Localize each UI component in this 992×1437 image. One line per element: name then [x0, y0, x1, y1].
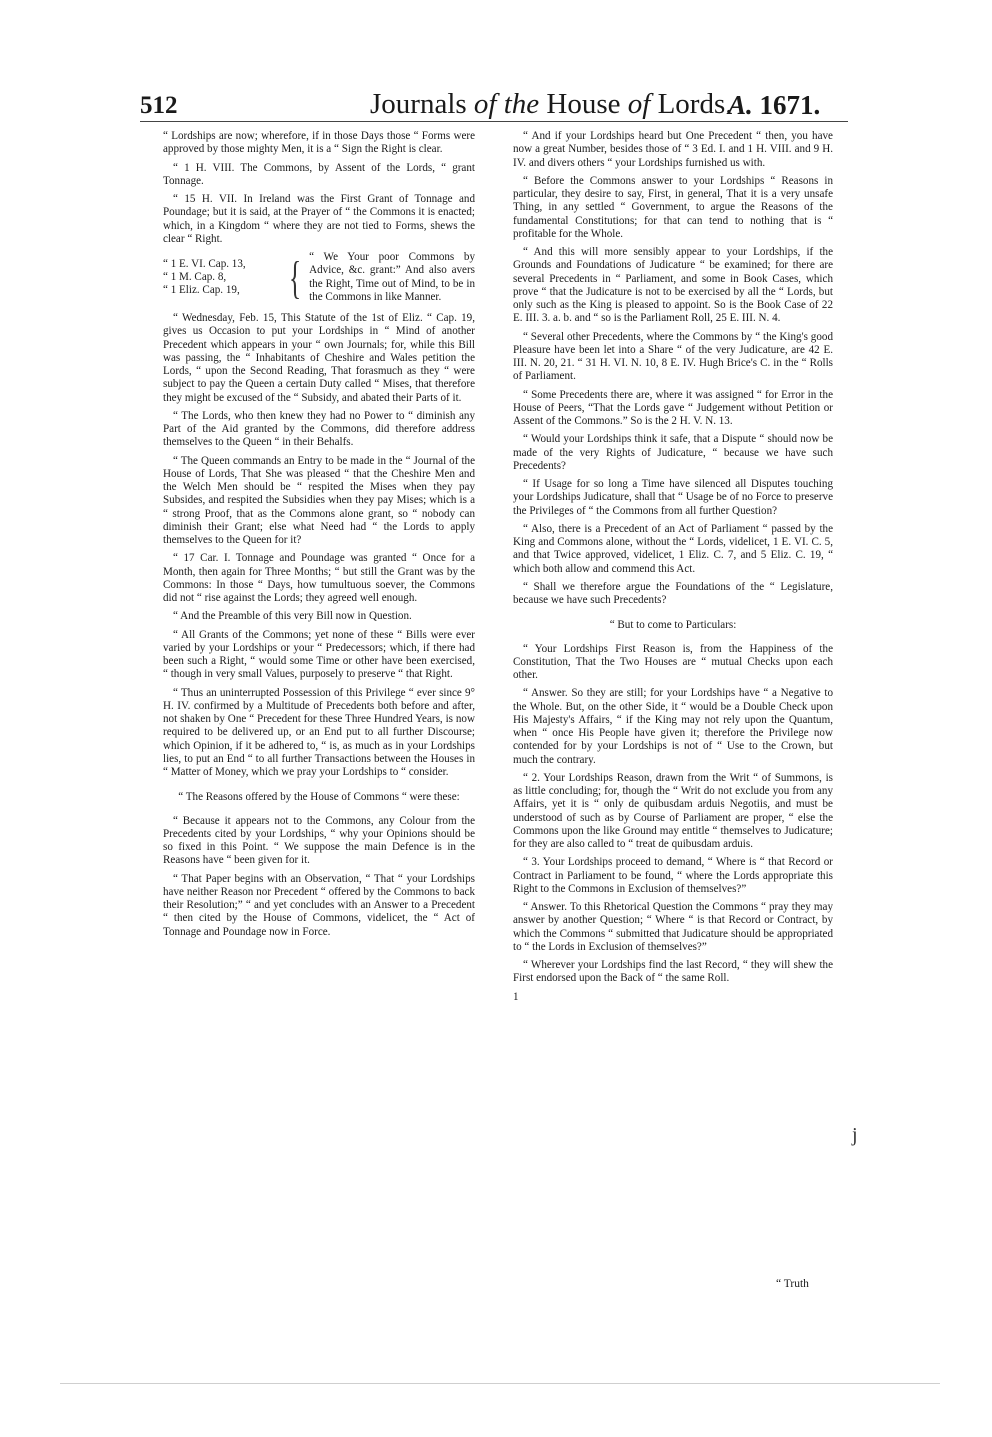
curly-brace-icon: { [288, 251, 302, 303]
right-paragraph-4: “ Several other Precedents, where the Commons by “ the King's good Pleasure have been let into a Share “ of the very Judicature, are 42 E. III. N. 20, 21. “ 31 H. VI. N. 10, 8 E. IV. Hugh Brice's C. in the “ Rolls of Parliament. [513, 330, 833, 383]
running-title [370, 88, 733, 121]
year-prefix: A. [728, 90, 753, 120]
title-word-house: House [546, 88, 621, 120]
left-paragraph-9: “ All Grants of the Commons; yet none of these “ Bills were ever varied by your Lordships or your “ Predecessors; which, if there had been such a Right, “ would some Time or other have been exercised, “ though in very small Values, purposely to preserve “ that Right. [163, 628, 475, 681]
right-paragraph-5: “ Some Precedents there are, where it was assigned “ for Error in the House of Peers, “That the Lords gave “ Judgement without Petition or Assent of the Commons.” So is the 2 H. V. N. 13. [513, 388, 833, 427]
right-paragraph-13: “ 3. Your Lordships proceed to demand, “ Where is “ that Record or Contract in Parliament to be found, “ where the Lords appropriate this Right to the Commons in Exclusion of themselves?” [513, 856, 833, 895]
right-column [513, 130, 833, 1009]
year-value: 1671. [759, 90, 821, 120]
left-paragraph-7: “ 17 Car. I. Tonnage and Poundage was granted “ Once for a Month, then again for Three Months; “ but still the Grant was by the Commons: In those “ Days, how tumultuous soever, the Commons did not “ rise against the Lords; they agreed well enough. [163, 552, 475, 604]
right-paragraph-15: “ Wherever your Lordships find the last Record, “ they will shew the First endorsed upon the Back of “ the same Roll. [513, 959, 833, 985]
right-paragraph-9: “ Shall we therefore argue the Foundations of the “ Legislature, because we have such Precedents? [513, 580, 833, 606]
left-column [163, 130, 475, 944]
page-number: 512 [140, 92, 178, 119]
statute-quote: “ We Your poor Commons by Advice, &c. grant:” And also avers the Right, Time out of Mind, to be in the Commons in like Manner. [309, 251, 475, 303]
left-paragraph-6: “ The Queen commands an Entry to be made in the “ Journal of the House of Lords, That She was pleased “ that the Cheshire Men and the Welch Men should be “ respited the Mises when they pay Subsides, and respited the Subsidies when they pay Mises; which is a “ strong Proof, that as the Commons alone grant, so “ nobody can diminish their Grant; else what Need had “ the Lords to apply themselves to the Queen for it? [163, 454, 475, 546]
right-paragraph-10: “ Your Lordships First Reason is, from the Happiness of the Constitution, That the Two Houses are “ mutual Checks upon each other. [513, 642, 833, 681]
statute-item: “ 1 E. VI. Cap. 13, [163, 257, 246, 270]
left-paragraph-4: “ Wednesday, Feb. 15, This Statute of the 1st of Eliz. “ Cap. 19, gives us Occasion to put your Lordships in “ Mind of another Precedent which appears in your “ own Journals; for, while this Bill was passing, the “ Inhabitants of Cheshire and Wales petition the Lords, “ upon the Second Reading, That forasmuch as they “ were subject to pay the Queen a certain Duty called “ Mises, that therefore they might be excused of the “ Subsidy, and abated their Parts of it. [163, 312, 475, 404]
right-paragraph-7: “ If Usage for so long a Time have silenced all Disputes touching your Lordships Judicature, shall that “ Usage be of no Force to preserve the Privileges of “ the Commons from all further Question? [513, 478, 833, 517]
section-heading-reasons: “ The Reasons offered by the House of Commons “ were these: [178, 791, 460, 804]
title-word-of-the: of the [473, 88, 540, 120]
statute-item: “ 1 Eliz. Cap. 19, [163, 284, 240, 297]
right-paragraph-6: “ Would your Lordships think it safe, that a Dispute “ should now be made of the very Rights of Judicature, “ because we have such Precedents? [513, 433, 833, 472]
left-paragraph-5: “ The Lords, who then knew they had no Power to “ diminish any Part of the Aid granted by the Commons, did therefore address themselves to the Queen “ in their Behalfs. [163, 409, 475, 449]
header-rule [140, 121, 848, 122]
section-heading-particulars: “ But to come to Particulars: [609, 619, 737, 632]
bottom-rule [60, 1383, 940, 1384]
left-paragraph-12: “ That Paper begins with an Observation, “ That “ your Lordships have neither Reason nor Precedent “ offered by the Commons to back their Resolution;” “ and yet concludes with an Answer to a Precedent “ then cited by the House of Commons, videlicet, the “ Act of Tonnage and Poundage now in Force. [163, 872, 475, 938]
left-paragraph-11: “ Because it appears not to the Commons, any Colour from the Precedents cited by your Lordships, “ why your Opinions should be so fixed in this Point. “ We suppose the main Defence is in the Reasons have “ been given for it. [163, 814, 475, 867]
right-paragraph-14: “ Answer. To this Rhetorical Question the Commons “ pray they may answer by another Question; “ Where “ is that Record or Contract, by which the Commons “ submitted that Judicature should be appropriated to “ the Lords in Exclusion of themselves?” [513, 901, 833, 953]
left-paragraph-2: “ 1 H. VIII. The Commons, by Assent of the Lords, “ grant Tonnage. [163, 161, 475, 187]
margin-mark: j [852, 1124, 858, 1146]
statute-list [163, 258, 281, 298]
catchword: “ Truth [776, 1278, 809, 1290]
title-word-journals: Journals [370, 88, 467, 120]
right-paragraph-12: “ 2. Your Lordships Reason, drawn from the Writ “ of Summons, is as little concluding; for, though the “ Writ do not exclude you from any Affairs, yet it is “ only de quibusdam arduis Negotiis, and must be understood of such as by Course of Parliament are proper, “ else the Commons upon the like Ground may entitle “ themselves to Judicature; for they are also called to “ treat de quibusdam arduis. [513, 771, 833, 850]
statute-brace-block [163, 251, 475, 304]
title-word-lords: Lords. [657, 88, 733, 120]
left-paragraph-8: “ And the Preamble of this very Bill now in Question. [173, 610, 412, 623]
right-paragraph-2: “ Before the Commons answer to your Lordships “ Reasons in particular, they desire to say, First, in general, That it is a very unsafe Thing, in any settled “ Government, to argue the Reasons of the fundamental Constitutions; for that can tend to nothing that is “ profitable for the Whole. [513, 174, 833, 240]
right-paragraph-3: “ And this will more sensibly appear to your Lordships, if the Grounds and Foundations of Judicature “ be examined; for there are several Precedents in “ Parliament, and some in Book Cases, which prove “ that the Judicature is not to be exercised by all the “ Lords, but only such as the King is pleased to appoint. So is the Book Case of 22 E. III. 3. a. b. and “ so is the Parliament Roll, 25 E. III. N. 4. [513, 246, 833, 325]
right-paragraph-8: “ Also, there is a Precedent of an Act of Parliament “ passed by the King and Commons alone, without the “ Lords, videlicet, 1 E. VI. C. 5, and that Twice approved, videlicet, 1 Eliz. C. 7, and 5 Eliz. C. 19, “ which both allow and commend this Act. [513, 522, 833, 575]
year-label [728, 90, 820, 121]
statute-item: “ 1 M. Cap. 8, [163, 270, 227, 283]
left-paragraph-3: “ 15 H. VII. In Ireland was the First Grant of Tonnage and Poundage; but it is said, at the Prayer of “ the Commons it is enacted; which, in a Kingdom “ where they are not tied to Forms, shews the clear “ Right. [163, 193, 475, 245]
signature-mark: 1 [513, 990, 519, 1003]
left-paragraph-10: “ Thus an uninterrupted Possession of this Privilege “ ever since 9° H. IV. confirmed by a Multitude of Precedents both before and after, not shaken by One “ Precedent for these Three Hundred Years, is now required to be delivered up, or an End put to all further Discourse; which Opinion, if it be adhered to, “ is, as much as in your Lordships lies, to put an End “ to all further Transactions between the Houses in “ Matter of Money, which we pray your Lordships to “ consider. [163, 686, 475, 778]
left-paragraph-1: “ Lordships are now; wherefore, if in those Days those “ Forms were approved by those mighty Men, it is a “ Sign the Right is clear. [163, 130, 475, 156]
right-paragraph-1: “ And if your Lordships heard but One Precedent “ then, you have now a great Number, besides those of “ 3 Ed. I. and 1 H. VIII. and 9 H. IV. and divers others “ your Lordships furnished us with. [513, 130, 833, 169]
right-paragraph-11: “ Answer. So they are still; for your Lordships have “ a Negative to the Whole. But, on the other Side, it “ would be a Double Check upon His Majesty's Affairs, “ if the King may not rely upon the Quantum, when “ once His People have given it; therefore the Privilege now contended for by your Lordships is not of “ Use to the Crown, but much the contrary. [513, 687, 833, 766]
title-word-of: of [627, 88, 651, 120]
